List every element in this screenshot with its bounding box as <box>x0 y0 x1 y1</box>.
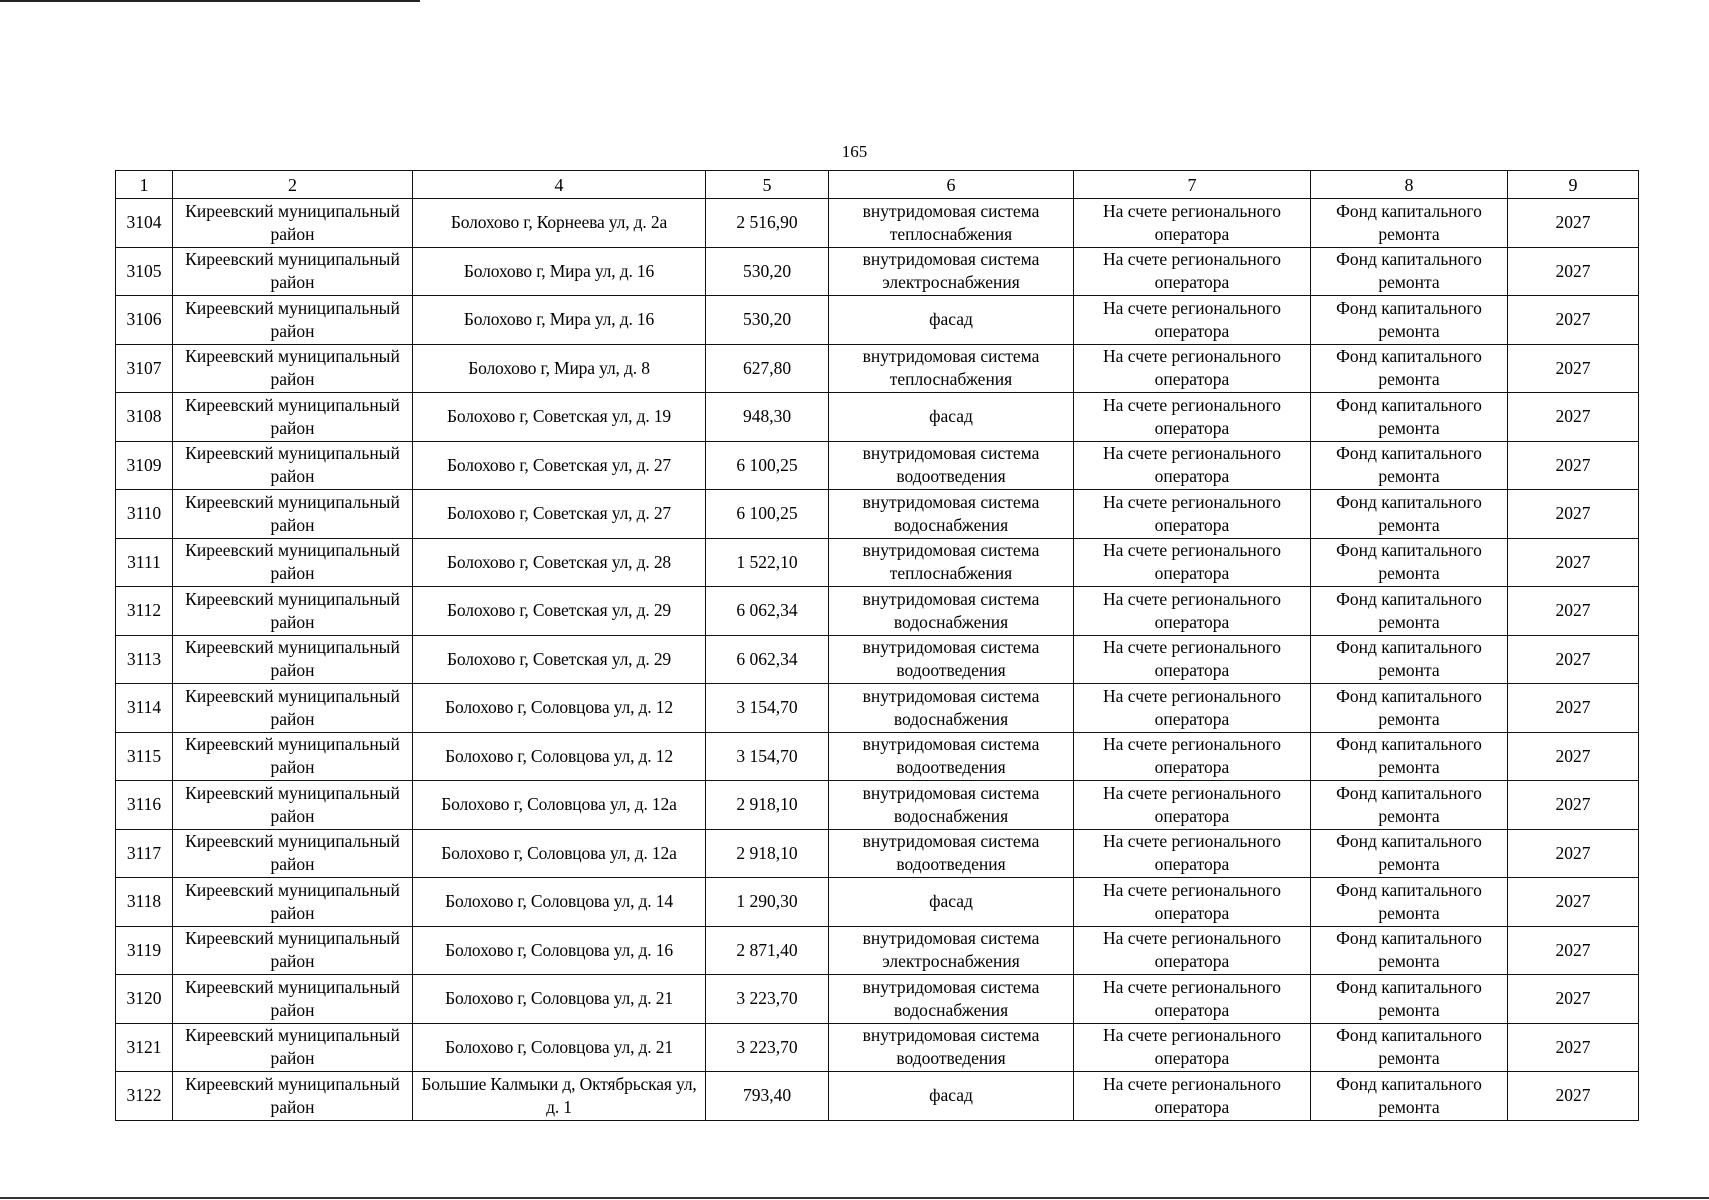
account-cell: На счете регионального оператора <box>1074 635 1311 684</box>
address-cell: Большие Калмыки д, Октябрьская ул, д. 1 <box>413 1072 706 1121</box>
col-header-4: 4 <box>413 171 706 199</box>
scan-edge-bottom <box>0 1197 1709 1199</box>
table-row <box>116 247 1639 296</box>
table-row <box>116 538 1639 587</box>
row-number-cell: 3117 <box>116 829 173 878</box>
funding-source-cell: Фонд капитального ремонта <box>1311 1072 1508 1121</box>
table-row <box>116 1072 1639 1121</box>
table-row <box>116 732 1639 781</box>
account-cell: На счете регионального оператора <box>1074 441 1311 490</box>
work-type-cell: внутридомовая система водоснабжения <box>829 975 1074 1024</box>
work-type-cell: внутридомовая система водоснабжения <box>829 587 1074 636</box>
work-type-cell: внутридомовая система электроснабжения <box>829 926 1074 975</box>
account-cell: На счете регионального оператора <box>1074 732 1311 781</box>
year-cell: 2027 <box>1508 781 1639 830</box>
address-cell: Болохово г, Советская ул, д. 28 <box>413 538 706 587</box>
row-number-cell: 3121 <box>116 1023 173 1072</box>
cost-cell: 793,40 <box>706 1072 829 1121</box>
cost-cell: 948,30 <box>706 393 829 442</box>
district-cell: Киреевский муниципальный район <box>173 344 413 393</box>
cost-cell: 2 516,90 <box>706 199 829 248</box>
cost-cell: 530,20 <box>706 296 829 345</box>
address-cell: Болохово г, Соловцова ул, д. 12 <box>413 732 706 781</box>
year-cell: 2027 <box>1508 975 1639 1024</box>
cost-cell: 6 062,34 <box>706 635 829 684</box>
page-number: 165 <box>841 142 868 161</box>
work-type-cell: внутридомовая система электроснабжения <box>829 247 1074 296</box>
col-header-9: 9 <box>1508 171 1639 199</box>
year-cell: 2027 <box>1508 635 1639 684</box>
cost-cell: 3 223,70 <box>706 975 829 1024</box>
cost-cell: 3 223,70 <box>706 1023 829 1072</box>
table-row <box>116 635 1639 684</box>
table-row <box>116 587 1639 636</box>
account-cell: На счете регионального оператора <box>1074 926 1311 975</box>
table-row <box>116 490 1639 539</box>
work-type-cell: внутридомовая система теплоснабжения <box>829 199 1074 248</box>
row-number-cell: 3111 <box>116 538 173 587</box>
address-cell: Болохово г, Соловцова ул, д. 21 <box>413 1023 706 1072</box>
address-cell: Болохово г, Советская ул, д. 29 <box>413 635 706 684</box>
account-cell: На счете регионального оператора <box>1074 296 1311 345</box>
account-cell: На счете регионального оператора <box>1074 1072 1311 1121</box>
work-type-cell: фасад <box>829 393 1074 442</box>
address-cell: Болохово г, Советская ул, д. 29 <box>413 587 706 636</box>
district-cell: Киреевский муниципальный район <box>173 296 413 345</box>
year-cell: 2027 <box>1508 684 1639 733</box>
row-number-cell: 3106 <box>116 296 173 345</box>
work-type-cell: внутридомовая система водоотведения <box>829 441 1074 490</box>
row-number-cell: 3122 <box>116 1072 173 1121</box>
row-number-cell: 3109 <box>116 441 173 490</box>
cost-cell: 627,80 <box>706 344 829 393</box>
row-number-cell: 3119 <box>116 926 173 975</box>
table-row <box>116 393 1639 442</box>
address-cell: Болохово г, Мира ул, д. 16 <box>413 296 706 345</box>
row-number-cell: 3120 <box>116 975 173 1024</box>
row-number-cell: 3104 <box>116 199 173 248</box>
work-type-cell: фасад <box>829 296 1074 345</box>
col-header-2: 2 <box>173 171 413 199</box>
year-cell: 2027 <box>1508 441 1639 490</box>
work-type-cell: внутридомовая система водоотведения <box>829 635 1074 684</box>
header-row <box>116 171 1639 199</box>
year-cell: 2027 <box>1508 878 1639 927</box>
account-cell: На счете регионального оператора <box>1074 538 1311 587</box>
funding-source-cell: Фонд капитального ремонта <box>1311 684 1508 733</box>
table-row <box>116 199 1639 248</box>
account-cell: На счете регионального оператора <box>1074 199 1311 248</box>
district-cell: Киреевский муниципальный район <box>173 635 413 684</box>
col-header-8: 8 <box>1311 171 1508 199</box>
year-cell: 2027 <box>1508 732 1639 781</box>
address-cell: Болохово г, Соловцова ул, д. 21 <box>413 975 706 1024</box>
account-cell: На счете регионального оператора <box>1074 393 1311 442</box>
district-cell: Киреевский муниципальный район <box>173 926 413 975</box>
funding-source-cell: Фонд капитального ремонта <box>1311 829 1508 878</box>
funding-source-cell: Фонд капитального ремонта <box>1311 199 1508 248</box>
address-cell: Болохово г, Советская ул, д. 19 <box>413 393 706 442</box>
table-row <box>116 781 1639 830</box>
funding-source-cell: Фонд капитального ремонта <box>1311 732 1508 781</box>
year-cell: 2027 <box>1508 490 1639 539</box>
district-cell: Киреевский муниципальный район <box>173 975 413 1024</box>
address-cell: Болохово г, Соловцова ул, д. 14 <box>413 878 706 927</box>
row-number-cell: 3115 <box>116 732 173 781</box>
cost-cell: 530,20 <box>706 247 829 296</box>
address-cell: Болохово г, Соловцова ул, д. 16 <box>413 926 706 975</box>
district-cell: Киреевский муниципальный район <box>173 587 413 636</box>
year-cell: 2027 <box>1508 829 1639 878</box>
cost-cell: 1 522,10 <box>706 538 829 587</box>
year-cell: 2027 <box>1508 199 1639 248</box>
account-cell: На счете регионального оператора <box>1074 878 1311 927</box>
cost-cell: 2 918,10 <box>706 829 829 878</box>
work-type-cell: внутридомовая система водоснабжения <box>829 684 1074 733</box>
table-row <box>116 441 1639 490</box>
work-type-cell: внутридомовая система теплоснабжения <box>829 538 1074 587</box>
cost-cell: 3 154,70 <box>706 684 829 733</box>
cost-cell: 2 918,10 <box>706 781 829 830</box>
row-number-cell: 3113 <box>116 635 173 684</box>
funding-source-cell: Фонд капитального ремонта <box>1311 587 1508 636</box>
col-header-7: 7 <box>1074 171 1311 199</box>
account-cell: На счете регионального оператора <box>1074 247 1311 296</box>
district-cell: Киреевский муниципальный район <box>173 732 413 781</box>
funding-source-cell: Фонд капитального ремонта <box>1311 878 1508 927</box>
funding-source-cell: Фонд капитального ремонта <box>1311 441 1508 490</box>
cost-cell: 3 154,70 <box>706 732 829 781</box>
account-cell: На счете регионального оператора <box>1074 781 1311 830</box>
account-cell: На счете регионального оператора <box>1074 975 1311 1024</box>
address-cell: Болохово г, Советская ул, д. 27 <box>413 441 706 490</box>
year-cell: 2027 <box>1508 538 1639 587</box>
cost-cell: 6 100,25 <box>706 441 829 490</box>
cost-cell: 1 290,30 <box>706 878 829 927</box>
table-row <box>116 975 1639 1024</box>
funding-source-cell: Фонд капитального ремонта <box>1311 296 1508 345</box>
year-cell: 2027 <box>1508 587 1639 636</box>
address-cell: Болохово г, Мира ул, д. 8 <box>413 344 706 393</box>
address-cell: Болохово г, Корнеева ул, д. 2а <box>413 199 706 248</box>
district-cell: Киреевский муниципальный район <box>173 393 413 442</box>
funding-source-cell: Фонд капитального ремонта <box>1311 247 1508 296</box>
funding-source-cell: Фонд капитального ремонта <box>1311 975 1508 1024</box>
table-row <box>116 926 1639 975</box>
work-type-cell: фасад <box>829 1072 1074 1121</box>
district-cell: Киреевский муниципальный район <box>173 781 413 830</box>
table-row <box>116 829 1639 878</box>
year-cell: 2027 <box>1508 344 1639 393</box>
account-cell: На счете регионального оператора <box>1074 829 1311 878</box>
account-cell: На счете регионального оператора <box>1074 1023 1311 1072</box>
address-cell: Болохово г, Мира ул, д. 16 <box>413 247 706 296</box>
table-row <box>116 344 1639 393</box>
account-cell: На счете регионального оператора <box>1074 490 1311 539</box>
district-cell: Киреевский муниципальный район <box>173 878 413 927</box>
row-number-cell: 3110 <box>116 490 173 539</box>
capital-repair-table <box>115 170 1639 1121</box>
year-cell: 2027 <box>1508 1023 1639 1072</box>
col-header-1: 1 <box>116 171 173 199</box>
year-cell: 2027 <box>1508 393 1639 442</box>
row-number-cell: 3114 <box>116 684 173 733</box>
cost-cell: 2 871,40 <box>706 926 829 975</box>
account-cell: На счете регионального оператора <box>1074 344 1311 393</box>
year-cell: 2027 <box>1508 1072 1639 1121</box>
year-cell: 2027 <box>1508 926 1639 975</box>
cost-cell: 6 100,25 <box>706 490 829 539</box>
district-cell: Киреевский муниципальный район <box>173 538 413 587</box>
account-cell: На счете регионального оператора <box>1074 587 1311 636</box>
address-cell: Болохово г, Соловцова ул, д. 12а <box>413 829 706 878</box>
work-type-cell: внутридомовая система водоснабжения <box>829 781 1074 830</box>
district-cell: Киреевский муниципальный район <box>173 1072 413 1121</box>
work-type-cell: фасад <box>829 878 1074 927</box>
address-cell: Болохово г, Соловцова ул, д. 12а <box>413 781 706 830</box>
work-type-cell: внутридомовая система теплоснабжения <box>829 344 1074 393</box>
row-number-cell: 3108 <box>116 393 173 442</box>
district-cell: Киреевский муниципальный район <box>173 441 413 490</box>
district-cell: Киреевский муниципальный район <box>173 1023 413 1072</box>
row-number-cell: 3112 <box>116 587 173 636</box>
scan-edge-top <box>0 0 420 2</box>
work-type-cell: внутридомовая система водоснабжения <box>829 490 1074 539</box>
work-type-cell: внутридомовая система водоотведения <box>829 829 1074 878</box>
year-cell: 2027 <box>1508 247 1639 296</box>
district-cell: Киреевский муниципальный район <box>173 247 413 296</box>
table-body <box>116 199 1639 1121</box>
work-type-cell: внутридомовая система водоотведения <box>829 1023 1074 1072</box>
row-number-cell: 3116 <box>116 781 173 830</box>
row-number-cell: 3118 <box>116 878 173 927</box>
funding-source-cell: Фонд капитального ремонта <box>1311 344 1508 393</box>
funding-source-cell: Фонд капитального ремонта <box>1311 781 1508 830</box>
table-row <box>116 296 1639 345</box>
funding-source-cell: Фонд капитального ремонта <box>1311 538 1508 587</box>
work-type-cell: внутридомовая система водоотведения <box>829 732 1074 781</box>
district-cell: Киреевский муниципальный район <box>173 829 413 878</box>
row-number-cell: 3107 <box>116 344 173 393</box>
cost-cell: 6 062,34 <box>706 587 829 636</box>
row-number-cell: 3105 <box>116 247 173 296</box>
address-cell: Болохово г, Соловцова ул, д. 12 <box>413 684 706 733</box>
table-row <box>116 878 1639 927</box>
district-cell: Киреевский муниципальный район <box>173 684 413 733</box>
district-cell: Киреевский муниципальный район <box>173 490 413 539</box>
funding-source-cell: Фонд капитального ремонта <box>1311 926 1508 975</box>
district-cell: Киреевский муниципальный район <box>173 199 413 248</box>
year-cell: 2027 <box>1508 296 1639 345</box>
account-cell: На счете регионального оператора <box>1074 684 1311 733</box>
funding-source-cell: Фонд капитального ремонта <box>1311 635 1508 684</box>
funding-source-cell: Фонд капитального ремонта <box>1311 393 1508 442</box>
col-header-6: 6 <box>829 171 1074 199</box>
address-cell: Болохово г, Советская ул, д. 27 <box>413 490 706 539</box>
funding-source-cell: Фонд капитального ремонта <box>1311 490 1508 539</box>
table-row <box>116 1023 1639 1072</box>
col-header-5: 5 <box>706 171 829 199</box>
table-row <box>116 684 1639 733</box>
funding-source-cell: Фонд капитального ремонта <box>1311 1023 1508 1072</box>
